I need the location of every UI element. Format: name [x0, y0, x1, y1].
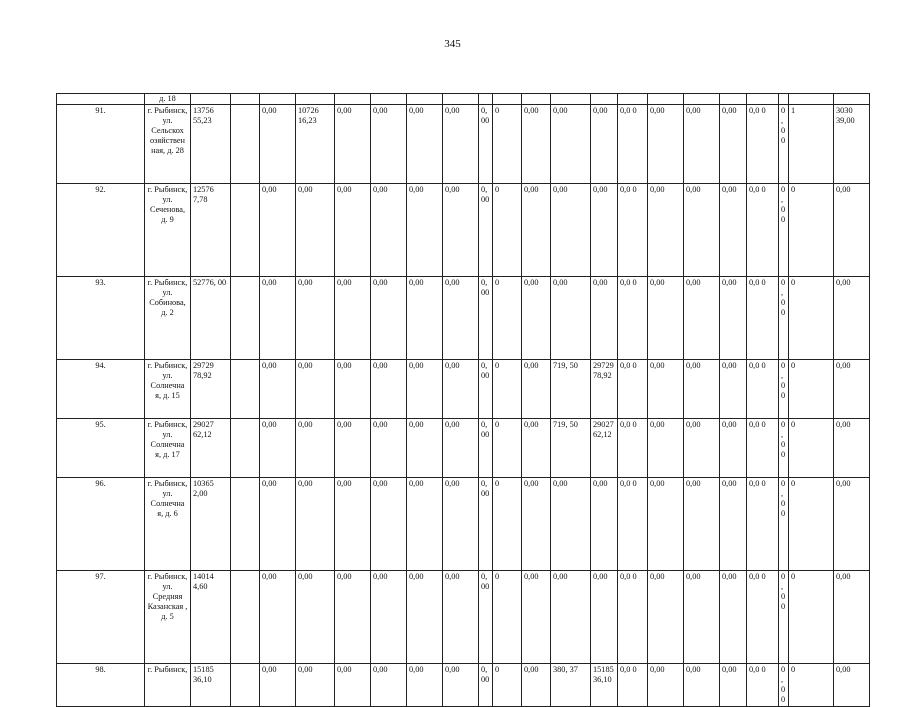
value-cell: 0,00	[371, 664, 407, 707]
value-cell: 10726 16,23	[296, 105, 335, 184]
value-cell: 15185 36,10	[591, 664, 618, 707]
value-cell	[231, 360, 260, 419]
value-cell: 0,00	[371, 419, 407, 478]
value-cell: 0,00	[648, 184, 684, 277]
row-number-cell: 93.	[57, 277, 145, 360]
value-cell: 0,00	[479, 360, 493, 419]
value-cell: 0,00	[684, 360, 720, 419]
total-cell: 13756 55,23	[191, 105, 231, 184]
value-cell: 0,00	[260, 478, 296, 571]
value-cell	[231, 478, 260, 571]
value-cell: 0,00	[522, 571, 551, 664]
value-cell: 0,0 0	[618, 571, 648, 664]
value-cell: 0,00	[371, 478, 407, 571]
total-cell: 29027 62,12	[191, 419, 231, 478]
value-cell: 0,00	[260, 664, 296, 707]
value-cell: 0,00	[443, 360, 479, 419]
address-cell: г. Рыбинск, ул. Собинова, д. 2	[145, 277, 191, 360]
value-cell: 0,00	[335, 419, 371, 478]
value-cell: 0,00	[371, 105, 407, 184]
value-cell: 0	[493, 664, 522, 707]
value-cell: 0,00	[720, 105, 747, 184]
table-row	[57, 105, 870, 184]
value-cell: 0,00	[720, 419, 747, 478]
value-cell: 1	[789, 105, 834, 184]
value-cell: 0,0 0	[618, 664, 648, 707]
value-cell: 380, 37	[551, 664, 591, 707]
total-cell: 52776, 00	[191, 277, 231, 360]
value-cell: 0,0 0	[747, 664, 779, 707]
value-cell: 0,00	[260, 184, 296, 277]
value-cell: 0,0 0	[747, 478, 779, 571]
value-cell: 0,0 0	[747, 571, 779, 664]
value-cell: 0,00	[591, 184, 618, 277]
value-cell: 0	[789, 360, 834, 419]
value-cell: 0,00	[648, 360, 684, 419]
value-cell: 0,00	[522, 664, 551, 707]
value-cell: 0,00	[260, 571, 296, 664]
value-cell: 0,00	[684, 571, 720, 664]
value-cell	[231, 419, 260, 478]
data-table-container	[56, 93, 855, 707]
value-cell: 0,00	[834, 184, 870, 277]
value-cell: 0,00	[296, 571, 335, 664]
row-number-cell	[57, 94, 145, 105]
value-cell: 0,00	[720, 277, 747, 360]
address-cell: г. Рыбинск, ул. Сеченова, д. 9	[145, 184, 191, 277]
value-cell: 0,00	[779, 184, 789, 277]
value-cell: 0,00	[260, 360, 296, 419]
total-cell: 14014 4,60	[191, 571, 231, 664]
value-cell: 0,00	[522, 277, 551, 360]
value-cell: 0,00	[443, 419, 479, 478]
value-cell: 0,0 0	[618, 478, 648, 571]
value-cell: 0,00	[648, 571, 684, 664]
value-cell: 0	[493, 419, 522, 478]
value-cell: 0,00	[407, 277, 443, 360]
row-number-cell: 97.	[57, 571, 145, 664]
total-cell: 12576 7,78	[191, 184, 231, 277]
value-cell: 0,00	[834, 478, 870, 571]
data-table	[56, 93, 870, 707]
table-row	[57, 184, 870, 277]
value-cell: 0,00	[834, 277, 870, 360]
value-cell: 0,00	[443, 184, 479, 277]
value-cell: 0,00	[591, 571, 618, 664]
address-cell: д. 18	[145, 94, 191, 105]
value-cell: 0,00	[779, 664, 789, 707]
address-cell: г. Рыбинск, ул. Солнечна я, д. 6	[145, 478, 191, 571]
value-cell: 0,00	[407, 419, 443, 478]
value-cell: 0,00	[551, 478, 591, 571]
value-cell: 0,00	[720, 664, 747, 707]
table-row-continued	[57, 94, 870, 105]
value-cell: 0,00	[522, 360, 551, 419]
value-cell: 0,0 0	[618, 360, 648, 419]
value-cell: 0,00	[522, 419, 551, 478]
value-cell: 0,00	[443, 571, 479, 664]
row-number-cell: 91.	[57, 105, 145, 184]
value-cell: 0,00	[684, 277, 720, 360]
value-cell: 0,00	[479, 478, 493, 571]
value-cell: 0,00	[371, 277, 407, 360]
value-cell: 0,00	[371, 360, 407, 419]
value-cell: 0,00	[335, 360, 371, 419]
value-cell: 0,00	[479, 184, 493, 277]
value-cell: 0,00	[371, 571, 407, 664]
value-cell	[231, 571, 260, 664]
table-row	[57, 571, 870, 664]
value-cell: 0,00	[296, 419, 335, 478]
value-cell: 0,00	[296, 360, 335, 419]
total-cell: 29729 78,92	[191, 360, 231, 419]
table-row	[57, 277, 870, 360]
value-cell: 0,00	[648, 664, 684, 707]
total-cell: 15185 36,10	[191, 664, 231, 707]
value-cell: 0,00	[720, 184, 747, 277]
value-cell: 0,00	[648, 419, 684, 478]
value-cell: 0,00	[335, 184, 371, 277]
value-cell: 0,00	[684, 105, 720, 184]
value-cell: 0,00	[720, 478, 747, 571]
value-cell: 0,00	[834, 664, 870, 707]
value-cell: 0,00	[648, 277, 684, 360]
value-cell: 0,00	[479, 105, 493, 184]
value-cell: 0	[789, 184, 834, 277]
value-cell: 0,0 0	[747, 360, 779, 419]
value-cell: 0	[493, 105, 522, 184]
value-cell: 0,00	[407, 360, 443, 419]
value-cell: 0,0 0	[747, 184, 779, 277]
value-cell: 0,00	[407, 184, 443, 277]
value-cell: 0,00	[551, 184, 591, 277]
total-cell: 10365 2,00	[191, 478, 231, 571]
value-cell: 0,00	[443, 478, 479, 571]
row-number-cell: 94.	[57, 360, 145, 419]
value-cell: 0	[789, 277, 834, 360]
value-cell: 0,0 0	[747, 277, 779, 360]
page-number: 345	[444, 38, 461, 50]
value-cell: 0	[493, 571, 522, 664]
address-cell: г. Рыбинск, ул. Средняя Казанская , д. 5	[145, 571, 191, 664]
value-cell: 0	[493, 277, 522, 360]
value-cell: 0,00	[720, 571, 747, 664]
value-cell: 0,00	[834, 360, 870, 419]
value-cell: 0,00	[551, 571, 591, 664]
value-cell: 0,00	[296, 478, 335, 571]
value-cell	[231, 105, 260, 184]
value-cell: 0,00	[591, 478, 618, 571]
value-cell: 0,00	[779, 571, 789, 664]
value-cell: 0	[789, 664, 834, 707]
value-cell: 0,00	[407, 478, 443, 571]
table-row	[57, 478, 870, 571]
row-number-cell: 98.	[57, 664, 145, 707]
value-cell: 719, 50	[551, 419, 591, 478]
value-cell: 0,00	[296, 664, 335, 707]
value-cell: 0,00	[591, 105, 618, 184]
value-cell: 29729 78,92	[591, 360, 618, 419]
value-cell: 0,00	[779, 105, 789, 184]
value-cell: 0,00	[335, 277, 371, 360]
value-cell: 0,00	[779, 478, 789, 571]
value-cell: 0,00	[834, 571, 870, 664]
value-cell: 0,00	[407, 664, 443, 707]
value-cell: 0,00	[779, 360, 789, 419]
value-cell: 0	[789, 478, 834, 571]
value-cell: 0,00	[335, 478, 371, 571]
value-cell: 0,00	[551, 105, 591, 184]
address-cell: г. Рыбинск, ул. Солнечна я, д. 17	[145, 419, 191, 478]
value-cell: 29027 62,12	[591, 419, 618, 478]
address-cell: г. Рыбинск,	[145, 664, 191, 707]
value-cell: 0,0 0	[747, 419, 779, 478]
value-cell: 0,0 0	[618, 277, 648, 360]
value-cell: 0	[493, 478, 522, 571]
value-cell: 0,00	[779, 277, 789, 360]
row-number-cell: 92.	[57, 184, 145, 277]
value-cell: 0,0 0	[618, 419, 648, 478]
value-cell: 0,00	[522, 184, 551, 277]
value-cell: 0,0 0	[618, 184, 648, 277]
value-cell: 0,00	[335, 105, 371, 184]
value-cell: 0,00	[296, 277, 335, 360]
value-cell: 0	[789, 571, 834, 664]
value-cell: 0,00	[335, 664, 371, 707]
value-cell: 0,00	[479, 419, 493, 478]
value-cell: 0,00	[684, 664, 720, 707]
value-cell: 0,00	[479, 571, 493, 664]
value-cell: 0,0 0	[747, 105, 779, 184]
value-cell: 0,00	[648, 478, 684, 571]
value-cell: 0,00	[551, 277, 591, 360]
address-cell: г. Рыбинск, ул. Сельскох озяйствен ная, д. 28	[145, 105, 191, 184]
value-cell: 0,00	[720, 360, 747, 419]
value-cell: 0,00	[407, 571, 443, 664]
value-cell: 0,00	[779, 419, 789, 478]
value-cell: 0	[493, 360, 522, 419]
value-cell: 719, 50	[551, 360, 591, 419]
table-row	[57, 419, 870, 478]
value-cell: 3030 39,00	[834, 105, 870, 184]
value-cell	[231, 184, 260, 277]
value-cell: 0,00	[522, 478, 551, 571]
value-cell	[231, 277, 260, 360]
value-cell: 0,0 0	[618, 105, 648, 184]
value-cell: 0	[493, 184, 522, 277]
value-cell: 0,00	[648, 105, 684, 184]
table-row	[57, 360, 870, 419]
value-cell: 0,00	[684, 419, 720, 478]
value-cell: 0,00	[260, 419, 296, 478]
value-cell: 0,00	[834, 419, 870, 478]
value-cell: 0,00	[371, 184, 407, 277]
address-cell: г. Рыбинск, ул. Солнечна я, д. 15	[145, 360, 191, 419]
value-cell: 0,00	[684, 478, 720, 571]
value-cell: 0,00	[684, 184, 720, 277]
value-cell: 0,00	[335, 571, 371, 664]
value-cell: 0,00	[260, 105, 296, 184]
value-cell: 0,00	[443, 105, 479, 184]
value-cell: 0,00	[443, 664, 479, 707]
value-cell: 0,00	[296, 184, 335, 277]
table-row	[57, 664, 870, 707]
value-cell: 0,00	[479, 277, 493, 360]
row-number-cell: 96.	[57, 478, 145, 571]
value-cell: 0,00	[522, 105, 551, 184]
value-cell: 0,00	[443, 277, 479, 360]
value-cell: 0,00	[479, 664, 493, 707]
value-cell	[231, 664, 260, 707]
value-cell: 0,00	[407, 105, 443, 184]
value-cell: 0,00	[591, 277, 618, 360]
row-number-cell: 95.	[57, 419, 145, 478]
value-cell: 0	[789, 419, 834, 478]
value-cell: 0,00	[260, 277, 296, 360]
